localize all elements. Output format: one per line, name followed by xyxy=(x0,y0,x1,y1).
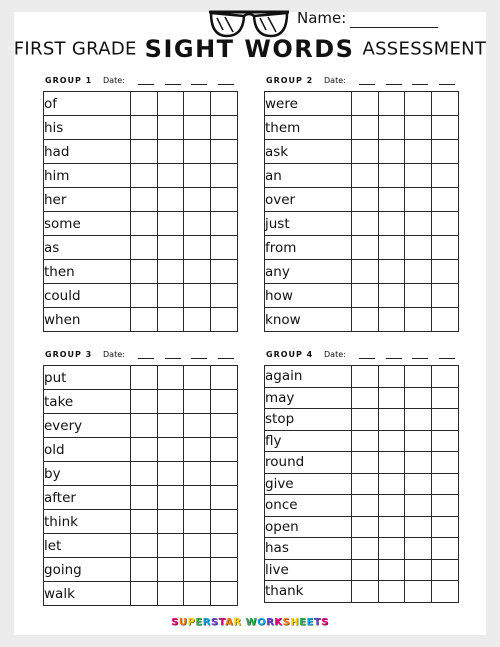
check-box[interactable] xyxy=(211,510,238,534)
sight-word: after xyxy=(44,486,131,510)
brand-logo: SUPERSTAR WORKSHEETS xyxy=(171,617,329,628)
check-box[interactable] xyxy=(351,473,378,495)
check-box[interactable] xyxy=(405,387,432,409)
check-box[interactable] xyxy=(184,140,211,164)
check-box[interactable] xyxy=(157,188,184,212)
check-box[interactable] xyxy=(432,581,459,603)
table-row xyxy=(44,308,238,332)
table-row xyxy=(265,308,459,332)
check-box[interactable] xyxy=(184,366,211,390)
check-box[interactable] xyxy=(405,452,432,474)
sight-word: her xyxy=(44,188,131,212)
check-box[interactable] xyxy=(157,534,184,558)
check-box[interactable] xyxy=(211,390,238,414)
check-box[interactable] xyxy=(432,516,459,538)
check-box[interactable] xyxy=(432,260,459,284)
check-box[interactable] xyxy=(184,486,211,510)
table-row xyxy=(44,260,238,284)
date-field[interactable] xyxy=(359,84,375,85)
table-row xyxy=(265,430,459,452)
table-row xyxy=(44,92,238,116)
check-box[interactable] xyxy=(130,116,157,140)
table-row xyxy=(265,559,459,581)
check-box[interactable] xyxy=(184,188,211,212)
check-box[interactable] xyxy=(378,164,405,188)
table-row xyxy=(44,558,238,582)
check-box[interactable] xyxy=(351,452,378,474)
table-row xyxy=(44,510,238,534)
check-box[interactable] xyxy=(211,582,238,606)
date-field[interactable] xyxy=(191,84,207,85)
check-box[interactable] xyxy=(184,534,211,558)
check-box[interactable] xyxy=(351,495,378,517)
check-box[interactable] xyxy=(351,387,378,409)
check-box[interactable] xyxy=(351,308,378,332)
table-row xyxy=(44,366,238,390)
check-box[interactable] xyxy=(184,510,211,534)
sight-word: any xyxy=(265,260,352,284)
check-box[interactable] xyxy=(184,236,211,260)
check-box[interactable] xyxy=(184,284,211,308)
check-box[interactable] xyxy=(351,409,378,431)
check-box[interactable] xyxy=(405,260,432,284)
sight-word: how xyxy=(265,284,352,308)
check-box[interactable] xyxy=(432,188,459,212)
check-box[interactable] xyxy=(157,366,184,390)
table-row xyxy=(265,495,459,517)
check-box[interactable] xyxy=(378,516,405,538)
check-box[interactable] xyxy=(432,164,459,188)
check-box[interactable] xyxy=(405,308,432,332)
table-row xyxy=(44,438,238,462)
check-box[interactable] xyxy=(405,284,432,308)
date-field[interactable] xyxy=(138,358,154,359)
table-row xyxy=(265,116,459,140)
check-box[interactable] xyxy=(157,462,184,486)
check-box[interactable] xyxy=(211,414,238,438)
group-3 xyxy=(43,350,238,606)
group-header xyxy=(264,350,459,365)
table-row xyxy=(44,414,238,438)
check-box[interactable] xyxy=(157,236,184,260)
date-field[interactable] xyxy=(359,358,375,359)
date-label: Date: xyxy=(324,350,346,359)
date-field[interactable] xyxy=(439,84,455,85)
table-row xyxy=(44,140,238,164)
check-box[interactable] xyxy=(378,366,405,388)
check-box[interactable] xyxy=(351,516,378,538)
table-row xyxy=(265,236,459,260)
check-box[interactable] xyxy=(405,116,432,140)
table-row xyxy=(44,462,238,486)
check-box[interactable] xyxy=(211,140,238,164)
sight-word: live xyxy=(265,559,352,581)
page-title xyxy=(0,35,500,63)
table-row xyxy=(44,188,238,212)
check-box[interactable] xyxy=(378,284,405,308)
check-box[interactable] xyxy=(211,188,238,212)
sight-word: put xyxy=(44,366,131,390)
sight-word: going xyxy=(44,558,131,582)
sight-word: once xyxy=(265,495,352,517)
check-box[interactable] xyxy=(351,430,378,452)
check-box[interactable] xyxy=(211,438,238,462)
word-table xyxy=(43,91,238,332)
sight-word: every xyxy=(44,414,131,438)
check-box[interactable] xyxy=(211,92,238,116)
check-box[interactable] xyxy=(184,414,211,438)
sight-word: may xyxy=(265,387,352,409)
check-box[interactable] xyxy=(157,414,184,438)
date-field[interactable] xyxy=(165,84,181,85)
table-row xyxy=(44,582,238,606)
table-row xyxy=(44,236,238,260)
group-label: GROUP 2 xyxy=(266,76,314,85)
check-box[interactable] xyxy=(378,212,405,236)
sight-word: him xyxy=(44,164,131,188)
check-box[interactable] xyxy=(378,236,405,260)
table-row xyxy=(265,366,459,388)
check-box[interactable] xyxy=(351,284,378,308)
check-box[interactable] xyxy=(351,212,378,236)
group-4 xyxy=(264,350,459,603)
table-row xyxy=(265,284,459,308)
check-box[interactable] xyxy=(405,538,432,560)
name-field[interactable] xyxy=(350,27,438,28)
group-2 xyxy=(264,76,459,332)
check-box[interactable] xyxy=(351,236,378,260)
check-box[interactable] xyxy=(378,188,405,212)
check-box[interactable] xyxy=(378,92,405,116)
check-box[interactable] xyxy=(130,510,157,534)
check-box[interactable] xyxy=(351,140,378,164)
sight-word: let xyxy=(44,534,131,558)
table-row xyxy=(265,516,459,538)
check-box[interactable] xyxy=(378,452,405,474)
sight-word: ask xyxy=(265,140,352,164)
check-box[interactable] xyxy=(130,260,157,284)
check-box[interactable] xyxy=(432,387,459,409)
check-box[interactable] xyxy=(351,116,378,140)
check-box[interactable] xyxy=(184,116,211,140)
check-box[interactable] xyxy=(211,534,238,558)
sight-word: thank xyxy=(265,581,352,603)
table-row xyxy=(265,387,459,409)
sight-word: when xyxy=(44,308,131,332)
check-box[interactable] xyxy=(432,140,459,164)
check-box[interactable] xyxy=(405,92,432,116)
sight-word: as xyxy=(44,236,131,260)
check-box[interactable] xyxy=(378,430,405,452)
check-box[interactable] xyxy=(405,140,432,164)
title-part-1: FIRST GRADE xyxy=(13,38,137,60)
sight-word: his xyxy=(44,116,131,140)
table-row xyxy=(44,212,238,236)
check-box[interactable] xyxy=(157,140,184,164)
check-box[interactable] xyxy=(211,116,238,140)
check-box[interactable] xyxy=(432,409,459,431)
sight-word: of xyxy=(44,92,131,116)
check-box[interactable] xyxy=(184,164,211,188)
check-box[interactable] xyxy=(432,212,459,236)
sight-word: round xyxy=(265,452,352,474)
check-box[interactable] xyxy=(405,212,432,236)
table-row xyxy=(265,188,459,212)
table-row xyxy=(44,390,238,414)
check-box[interactable] xyxy=(211,462,238,486)
check-box[interactable] xyxy=(157,582,184,606)
check-box[interactable] xyxy=(130,558,157,582)
check-box[interactable] xyxy=(378,409,405,431)
group-header xyxy=(264,76,459,91)
table-row xyxy=(265,92,459,116)
table-row xyxy=(265,260,459,284)
check-box[interactable] xyxy=(211,558,238,582)
check-box[interactable] xyxy=(211,366,238,390)
check-box[interactable] xyxy=(211,236,238,260)
check-box[interactable] xyxy=(378,387,405,409)
date-field[interactable] xyxy=(412,84,428,85)
check-box[interactable] xyxy=(351,164,378,188)
date-field[interactable] xyxy=(386,358,402,359)
group-1 xyxy=(43,76,238,332)
word-table xyxy=(264,365,459,603)
check-box[interactable] xyxy=(130,390,157,414)
sight-word: open xyxy=(265,516,352,538)
date-field[interactable] xyxy=(218,84,234,85)
check-box[interactable] xyxy=(378,140,405,164)
group-label: GROUP 4 xyxy=(266,350,314,359)
check-box[interactable] xyxy=(184,582,211,606)
group-label: GROUP 1 xyxy=(45,76,93,85)
table-row xyxy=(265,409,459,431)
check-box[interactable] xyxy=(211,260,238,284)
check-box[interactable] xyxy=(378,559,405,581)
date-field[interactable] xyxy=(386,84,402,85)
check-box[interactable] xyxy=(405,430,432,452)
sight-word: old xyxy=(44,438,131,462)
check-box[interactable] xyxy=(157,438,184,462)
check-box[interactable] xyxy=(157,510,184,534)
sight-word: has xyxy=(265,538,352,560)
check-box[interactable] xyxy=(432,284,459,308)
check-box[interactable] xyxy=(211,284,238,308)
check-box[interactable] xyxy=(130,438,157,462)
check-box[interactable] xyxy=(405,236,432,260)
sight-word: over xyxy=(265,188,352,212)
sight-word: were xyxy=(265,92,352,116)
check-box[interactable] xyxy=(432,366,459,388)
check-box[interactable] xyxy=(351,188,378,212)
group-label: GROUP 3 xyxy=(45,350,93,359)
sight-word: give xyxy=(265,473,352,495)
check-box[interactable] xyxy=(157,308,184,332)
table-row xyxy=(44,534,238,558)
check-box[interactable] xyxy=(157,164,184,188)
check-box[interactable] xyxy=(405,473,432,495)
check-box[interactable] xyxy=(432,538,459,560)
check-box[interactable] xyxy=(432,92,459,116)
check-box[interactable] xyxy=(378,260,405,284)
sight-word: an xyxy=(265,164,352,188)
sight-word: had xyxy=(44,140,131,164)
check-box[interactable] xyxy=(211,308,238,332)
table-row xyxy=(265,473,459,495)
check-box[interactable] xyxy=(130,366,157,390)
check-box[interactable] xyxy=(405,409,432,431)
check-box[interactable] xyxy=(405,516,432,538)
sight-word: then xyxy=(44,260,131,284)
check-box[interactable] xyxy=(351,366,378,388)
table-row xyxy=(265,581,459,603)
check-box[interactable] xyxy=(432,308,459,332)
check-box[interactable] xyxy=(432,236,459,260)
check-box[interactable] xyxy=(432,473,459,495)
check-box[interactable] xyxy=(157,116,184,140)
check-box[interactable] xyxy=(405,495,432,517)
check-box[interactable] xyxy=(378,308,405,332)
check-box[interactable] xyxy=(405,581,432,603)
check-box[interactable] xyxy=(432,116,459,140)
check-box[interactable] xyxy=(378,581,405,603)
sight-word: think xyxy=(44,510,131,534)
table-row xyxy=(265,140,459,164)
sight-word: know xyxy=(265,308,352,332)
check-box[interactable] xyxy=(405,366,432,388)
date-field[interactable] xyxy=(412,358,428,359)
check-box[interactable] xyxy=(211,486,238,510)
check-box[interactable] xyxy=(130,140,157,164)
date-field[interactable] xyxy=(439,358,455,359)
date-label: Date: xyxy=(103,350,125,359)
group-header xyxy=(43,76,238,91)
check-box[interactable] xyxy=(184,212,211,236)
table-row xyxy=(265,164,459,188)
date-label: Date: xyxy=(324,76,346,85)
name-label: Name: xyxy=(297,9,347,27)
sight-word: some xyxy=(44,212,131,236)
check-box[interactable] xyxy=(130,414,157,438)
check-box[interactable] xyxy=(351,92,378,116)
check-box[interactable] xyxy=(157,390,184,414)
check-box[interactable] xyxy=(405,559,432,581)
check-box[interactable] xyxy=(184,462,211,486)
check-box[interactable] xyxy=(211,164,238,188)
title-part-3: ASSESSMENT xyxy=(362,38,487,60)
check-box[interactable] xyxy=(184,558,211,582)
check-box[interactable] xyxy=(405,164,432,188)
check-box[interactable] xyxy=(157,212,184,236)
sight-word: them xyxy=(265,116,352,140)
sight-word: stop xyxy=(265,409,352,431)
word-table xyxy=(264,91,459,332)
check-box[interactable] xyxy=(378,495,405,517)
check-box[interactable] xyxy=(211,212,238,236)
sight-word: walk xyxy=(44,582,131,606)
table-row xyxy=(265,452,459,474)
date-field[interactable] xyxy=(138,84,154,85)
check-box[interactable] xyxy=(184,438,211,462)
check-box[interactable] xyxy=(378,473,405,495)
sight-word: just xyxy=(265,212,352,236)
sight-word: from xyxy=(265,236,352,260)
check-box[interactable] xyxy=(130,284,157,308)
sight-word: take xyxy=(44,390,131,414)
check-box[interactable] xyxy=(184,92,211,116)
check-box[interactable] xyxy=(184,308,211,332)
table-row xyxy=(265,538,459,560)
check-box[interactable] xyxy=(130,534,157,558)
check-box[interactable] xyxy=(130,308,157,332)
check-box[interactable] xyxy=(130,236,157,260)
sight-word: fly xyxy=(265,430,352,452)
table-row xyxy=(44,116,238,140)
check-box[interactable] xyxy=(157,486,184,510)
title-part-2: SIGHT WORDS xyxy=(144,35,355,63)
check-box[interactable] xyxy=(432,559,459,581)
sight-word: by xyxy=(44,462,131,486)
check-box[interactable] xyxy=(130,582,157,606)
check-box[interactable] xyxy=(130,486,157,510)
check-box[interactable] xyxy=(432,495,459,517)
check-box[interactable] xyxy=(184,390,211,414)
sight-word: again xyxy=(265,366,352,388)
sight-word: could xyxy=(44,284,131,308)
table-row xyxy=(265,212,459,236)
check-box[interactable] xyxy=(157,284,184,308)
group-header xyxy=(43,350,238,365)
check-box[interactable] xyxy=(157,558,184,582)
date-field[interactable] xyxy=(191,358,207,359)
check-box[interactable] xyxy=(378,116,405,140)
table-row xyxy=(44,284,238,308)
check-box[interactable] xyxy=(130,164,157,188)
check-box[interactable] xyxy=(130,92,157,116)
word-table xyxy=(43,365,238,606)
check-box[interactable] xyxy=(405,188,432,212)
check-box[interactable] xyxy=(184,260,211,284)
date-field[interactable] xyxy=(165,358,181,359)
check-box[interactable] xyxy=(130,462,157,486)
check-box[interactable] xyxy=(157,260,184,284)
check-box[interactable] xyxy=(351,581,378,603)
table-row xyxy=(44,486,238,510)
check-box[interactable] xyxy=(130,212,157,236)
check-box[interactable] xyxy=(432,430,459,452)
check-box[interactable] xyxy=(157,92,184,116)
check-box[interactable] xyxy=(130,188,157,212)
check-box[interactable] xyxy=(351,260,378,284)
check-box[interactable] xyxy=(351,538,378,560)
date-field[interactable] xyxy=(218,358,234,359)
check-box[interactable] xyxy=(378,538,405,560)
date-label: Date: xyxy=(103,76,125,85)
check-box[interactable] xyxy=(351,559,378,581)
check-box[interactable] xyxy=(432,452,459,474)
table-row xyxy=(44,164,238,188)
